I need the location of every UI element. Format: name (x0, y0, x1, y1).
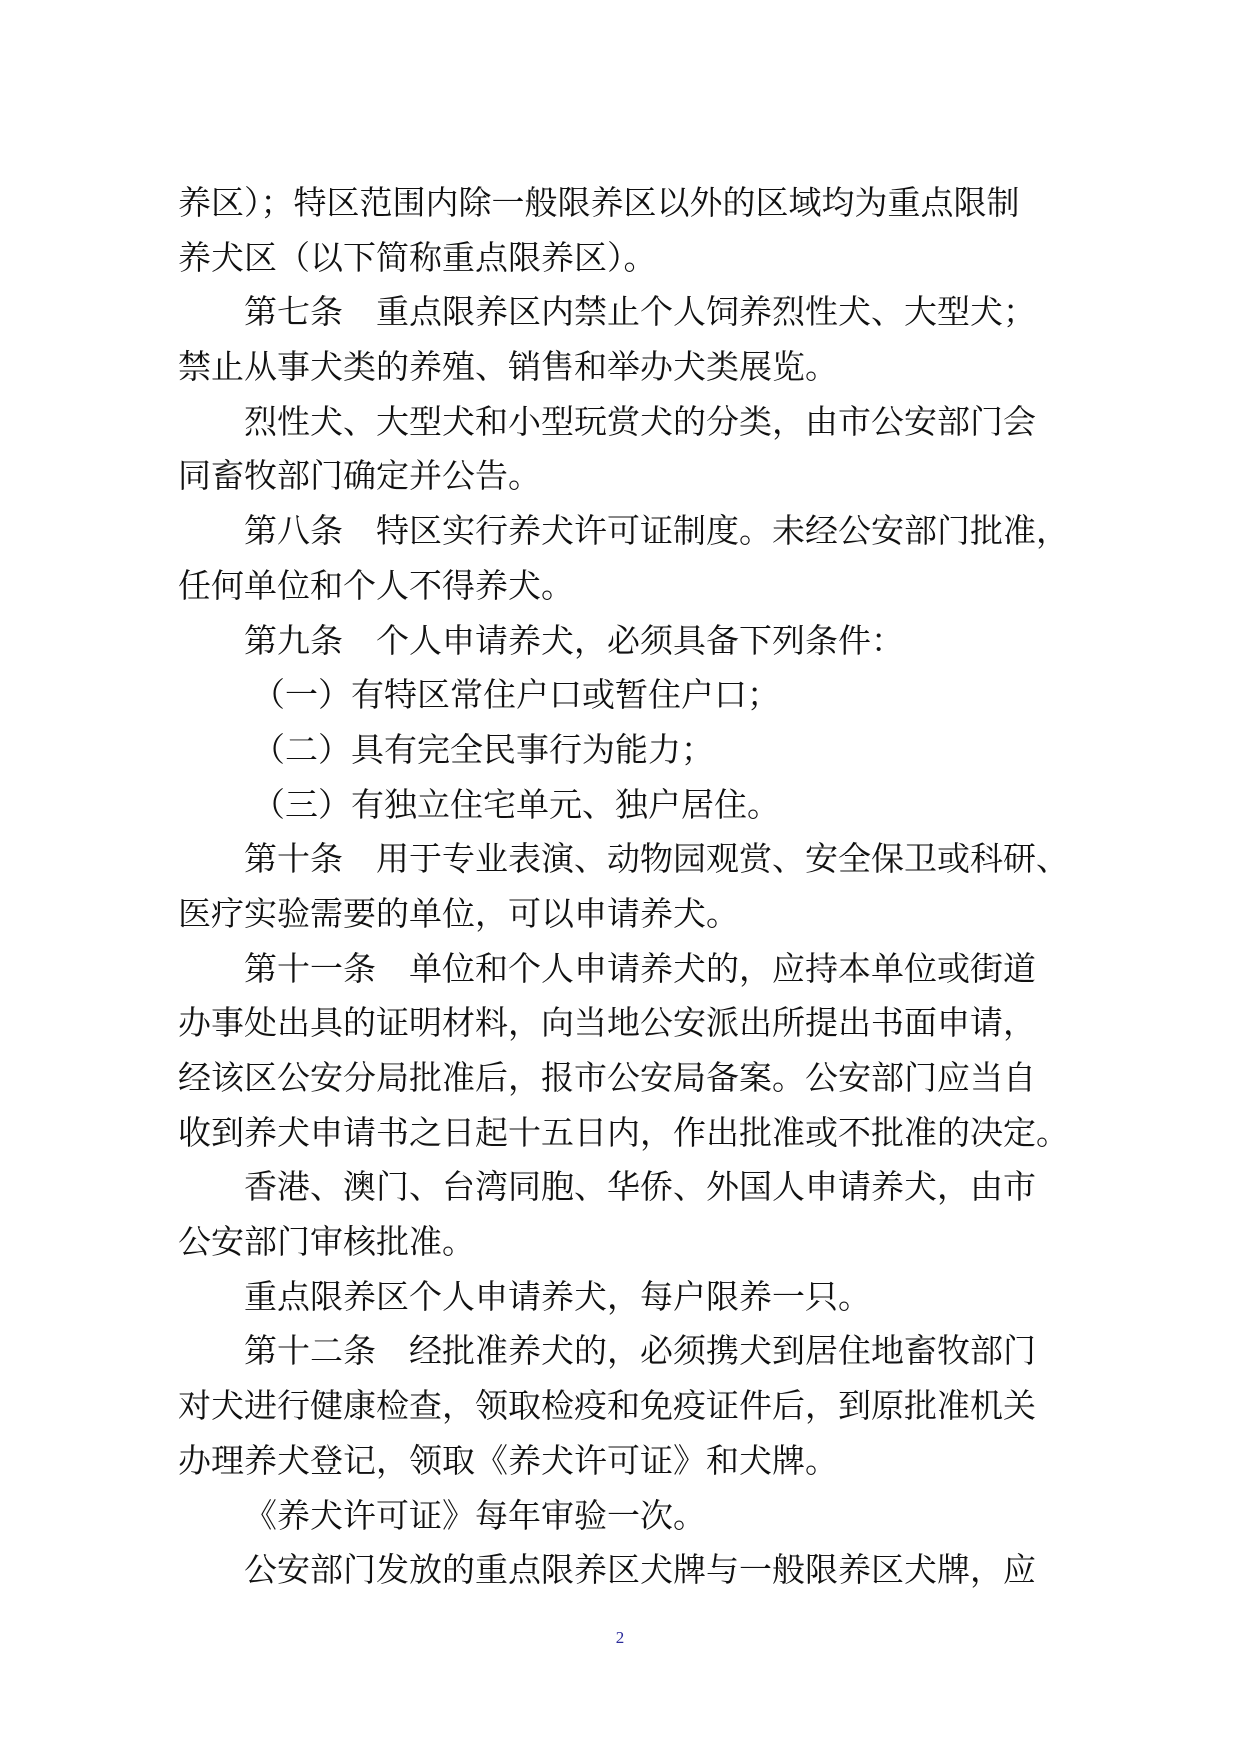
paragraph-line: 《养犬许可证》每年审验一次。 (244, 1495, 706, 1535)
text-line: 任何单位和个人不得养犬。 (178, 565, 574, 605)
list-item: （二）具有完全民事行为能力； (252, 729, 714, 769)
text-line: 养犬区（以下简称重点限养区）。 (178, 237, 657, 277)
article-12-line: 第十二条 经批准养犬的，必须携犬到居住地畜牧部门 (244, 1331, 1036, 1371)
article-11-line: 第十一条 单位和个人申请养犬的，应持本单位或街道 (244, 948, 1036, 988)
page-number: 2 (615, 1628, 625, 1647)
article-7-line: 第七条 重点限养区内禁止个人饲养烈性犬、大型犬； (244, 292, 1036, 332)
text-line: 公安部门审核批准。 (178, 1222, 475, 1262)
paragraph-line: 香港、澳门、台湾同胞、华侨、外国人申请养犬，由市 (244, 1167, 1036, 1207)
paragraph-line: 公安部门发放的重点限养区犬牌与一般限养区犬牌，应 (244, 1550, 1036, 1590)
text-line: 禁止从事犬类的养殖、销售和举办犬类展览。 (178, 347, 838, 387)
article-8-line: 第八条 特区实行养犬许可证制度。未经公安部门批准， (244, 511, 1069, 551)
text-line: 经该区公安分局批准后，报市公安局备案。公安部门应当自 (178, 1058, 1036, 1097)
text-line: 同畜牧部门确定并公告。 (178, 456, 541, 496)
paragraph-line: 重点限养区个人申请养犬，每户限养一只。 (244, 1276, 871, 1316)
text-line: 医疗实验需要的单位，可以申请养犬。 (178, 893, 739, 933)
list-item: （三）有独立住宅单元、独户居住。 (252, 784, 780, 824)
list-item: （一）有特区常住户口或暂住户口； (252, 675, 780, 715)
paragraph-line: 烈性犬、大型犬和小型玩赏犬的分类，由市公安部门会 (244, 401, 1036, 441)
document-body (178, 176, 1090, 1598)
article-10-line: 第十条 用于专业表演、动物园观赏、安全保卫或科研、 (244, 839, 1069, 879)
text-line: 办理养犬登记，领取《养犬许可证》和犬牌。 (178, 1440, 838, 1480)
text-line: 养区）；特区范围内除一般限养区以外的区域均为重点限制 (178, 183, 1020, 222)
text-line: 收到养犬申请书之日起十五日内，作出批准或不批准的决定。 (178, 1112, 1069, 1152)
text-line: 对犬进行健康检查，领取检疫和免疫证件后，到原批准机关 (178, 1386, 1036, 1426)
text-line: 办事处出具的证明材料，向当地公安派出所提出书面申请， (178, 1003, 1036, 1043)
article-9-line: 第九条 个人申请养犬，必须具备下列条件： (244, 620, 904, 660)
